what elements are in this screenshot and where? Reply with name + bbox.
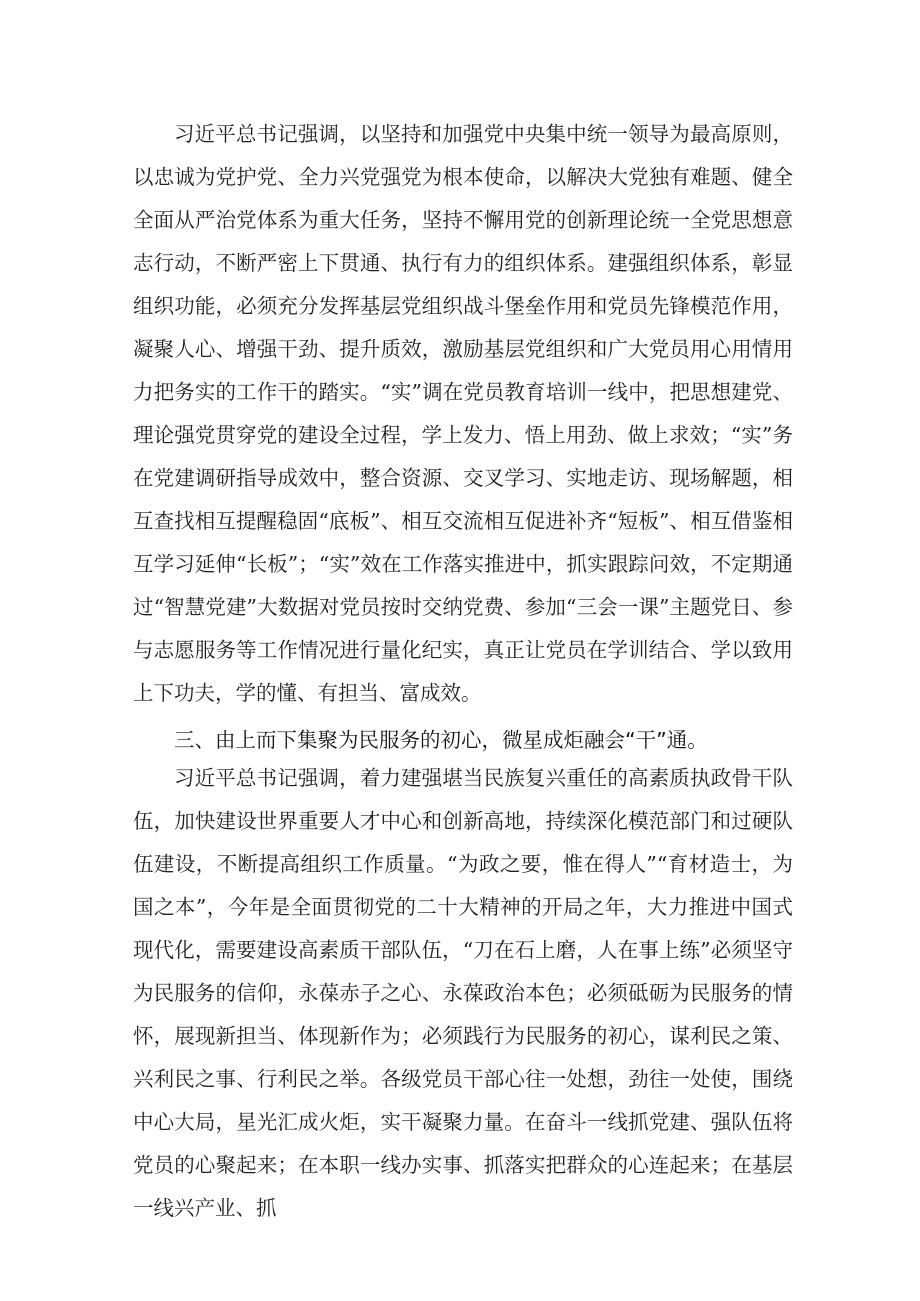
body-paragraph: 习近平总书记强调，以坚持和加强党中央集中统一领导为最高原则，以忠诚为党护党、全力兴党强党为根本使命，以解决大党独有难题、健全全面从严治党体系为重大任务，坚持不懈用党的创新理论统一全党思想意志行动，不断严密上下贯通、执行有力的组织体系。建强组织体系，彰显组织功能，必须充分发挥基层党组织战斗堡垒作用和党员先锋模范作用，凝聚人心、增强干劲、提升质效，激励基层党组织和广大党员用心用情用力把务实的工作干的踏实。“实”调在党员教育培训一线中，把思想建党、理论强党贯穿党的建设全过程，学上发力、悟上用劲、做上求效；“实”务在党建调研指导成效中，整合资源、交叉学习、实地走访、现场解题，相互查找相互提醒稳固“底板”、相互交流相互促进补齐“短板”、相互借鉴相互学习延伸“长板”；“实”效在工作落实推进中，抓实跟踪问效，不定期通过“智慧党建”大数据对党员按时交纳党费、参加“三会一课”主题党日、参与志愿服务等工作情况进行量化纪实，真正让党员在学训结合、学以致用上下功夫，学的懂、有担当、富成效。 (133, 122, 793, 705)
section-heading: 三、由上而下集聚为民服务的初心，微星成炬融会“干”通。 (174, 728, 708, 752)
body-paragraph: 习近平总书记强调，着力建强堪当民族复兴重任的高素质执政骨干队伍，加快建设世界重要人才中心和创新高地，持续深化模范部门和过硬队伍建设，不断提高组织工作质量。“为政之要，惟在得人”“育材造士，为国之本”，今年是全面贯彻党的二十大精神的开局之年，大力推进中国式现代化，需要建设高素质干部队伍，“刀在石上磨，人在事上练”必须坚守为民服务的信仰，永葆赤子之心、永葆政治本色；必须砥砺为民服务的情怀，展现新担当、体现新作为；必须践行为民服务的初心，谋利民之策、兴利民之事、行利民之举。各级党员干部心往一处想，劲往一处使，围绕中心大局，星光汇成火炬，实干凝聚力量。在奋斗一线抓党建、强队伍将党员的心聚起来；在本职一线办实事、抓落实把群众的心连起来；在基层一线兴产业、抓 (133, 766, 793, 1220)
